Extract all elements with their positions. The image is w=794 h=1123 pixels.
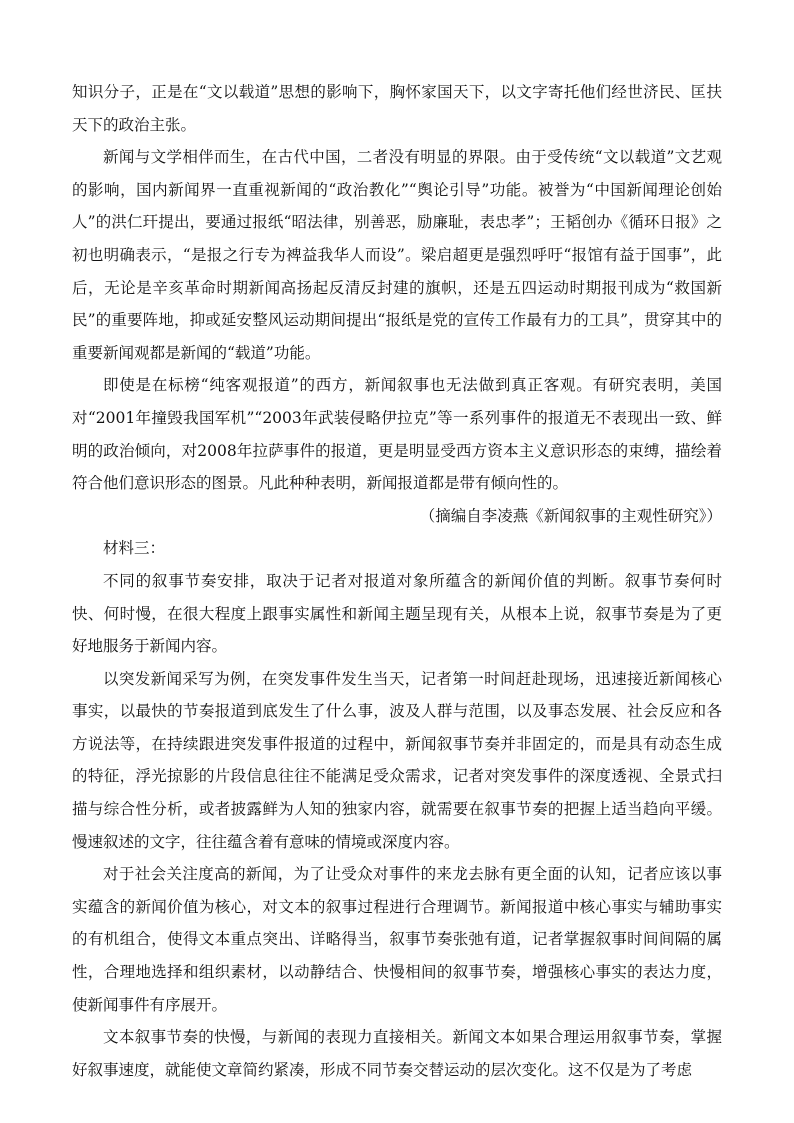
document-page [72,76,722,1086]
paragraph-5: 以突发新闻采写为例，在突发事件发生当天，记者第一时间赶赴现场，迅速接近新闻核心事实，以最快的节奏报道到底发生了什么事，波及人群与范围，以及事态发展、社会反应和各方说法等，在持续跟进突发事件报道的过程中，新闻叙事节奏并非固定的，而是具有动态生成的特征，浮光掠影的片段信息往往不能满足受众需求，记者对突发事件的深度透视、全景式扫描与综合性分析，或者披露鲜为人知的独家内容，就需要在叙事节奏的把握上适当趋向平缓。慢速叙述的文字，往往蕴含着有意味的情境或深度内容。 [72,669,722,851]
source-citation: （摘编自李凌燕《新闻叙事的主观性研究》） [419,506,722,525]
paragraph-6: 对于社会关注度高的新闻，为了让受众对事件的来龙去脉有更全面的认知，记者应该以事实蕴含的新闻价值为核心，对文本的叙事过程进行合理调节。新闻报道中核心事实与辅助事实的有机组合，使得文本重点突出、详略得当，叙事节奏张弛有道，记者掌握叙事时间间隔的属性，合理地选择和组织素材，以动静结合、快慢相间的叙事节奏，增强核心事实的表达力度，使新闻事件有序展开。 [72,865,722,1014]
section-heading-material-3: 材料三： [103,539,166,558]
paragraph-7: 文本叙事节奏的快慢，与新闻的表现力直接相关。新闻文本如果合理运用叙事节奏，掌握好叙事速度，就能使文章简约紧凑，形成不同节奏交替运动的层次变化。这不仅是为了考虑 [72,1028,722,1079]
paragraph-3: 即使是在标榜“纯客观报道”的西方，新闻叙事也无法做到真正客观。有研究表明，美国对“2001年撞毁我国军机”“2003年武装侵略伊拉克”等一系列事件的报道无不表现出一致、鲜明的政治倾向，对2008年拉萨事件的报道，更是明显受西方资本主义意识形态的束缚，描绘着符合他们意识形态的图景。凡此种种表明，新闻报道都是带有倾向性的。 [72,376,722,493]
paragraph-2: 新闻与文学相伴而生，在古代中国，二者没有明显的界限。由于受传统“文以载道”文艺观的影响，国内新闻界一直重视新闻的“政治教化”“舆论引导”功能。被誉为“中国新闻理论创始人”的洪仁玕提出，要通过报纸“昭法律，别善恶，励廉耻，表忠孝”；王韬创办《循环日报》之初也明确表示，“是报之行专为裨益我华人而设”。梁启超更是强烈呼吁“报馆有益于国事”，此后，无论是辛亥革命时期新闻高扬起反清反封建的旗帜，还是五四运动时期报刊成为“救国新民”的重要阵地，抑或延安整风运动期间提出“报纸是党的宣传工作最有力的工具”，贯穿其中的重要新闻观都是新闻的“载道”功能。 [72,148,722,362]
paragraph-4: 不同的叙事节奏安排，取决于记者对报道对象所蕴含的新闻价值的判断。叙事节奏何时快、何时慢，在很大程度上跟事实属性和新闻主题呈现有关，从根本上说，叙事节奏是为了更好地服务于新闻内容。 [72,571,722,656]
paragraph-1: 知识分子，正是在“文以载道”思想的影响下，胸怀家国天下，以文字寄托他们经世济民、匡扶天下的政治主张。 [72,83,722,134]
